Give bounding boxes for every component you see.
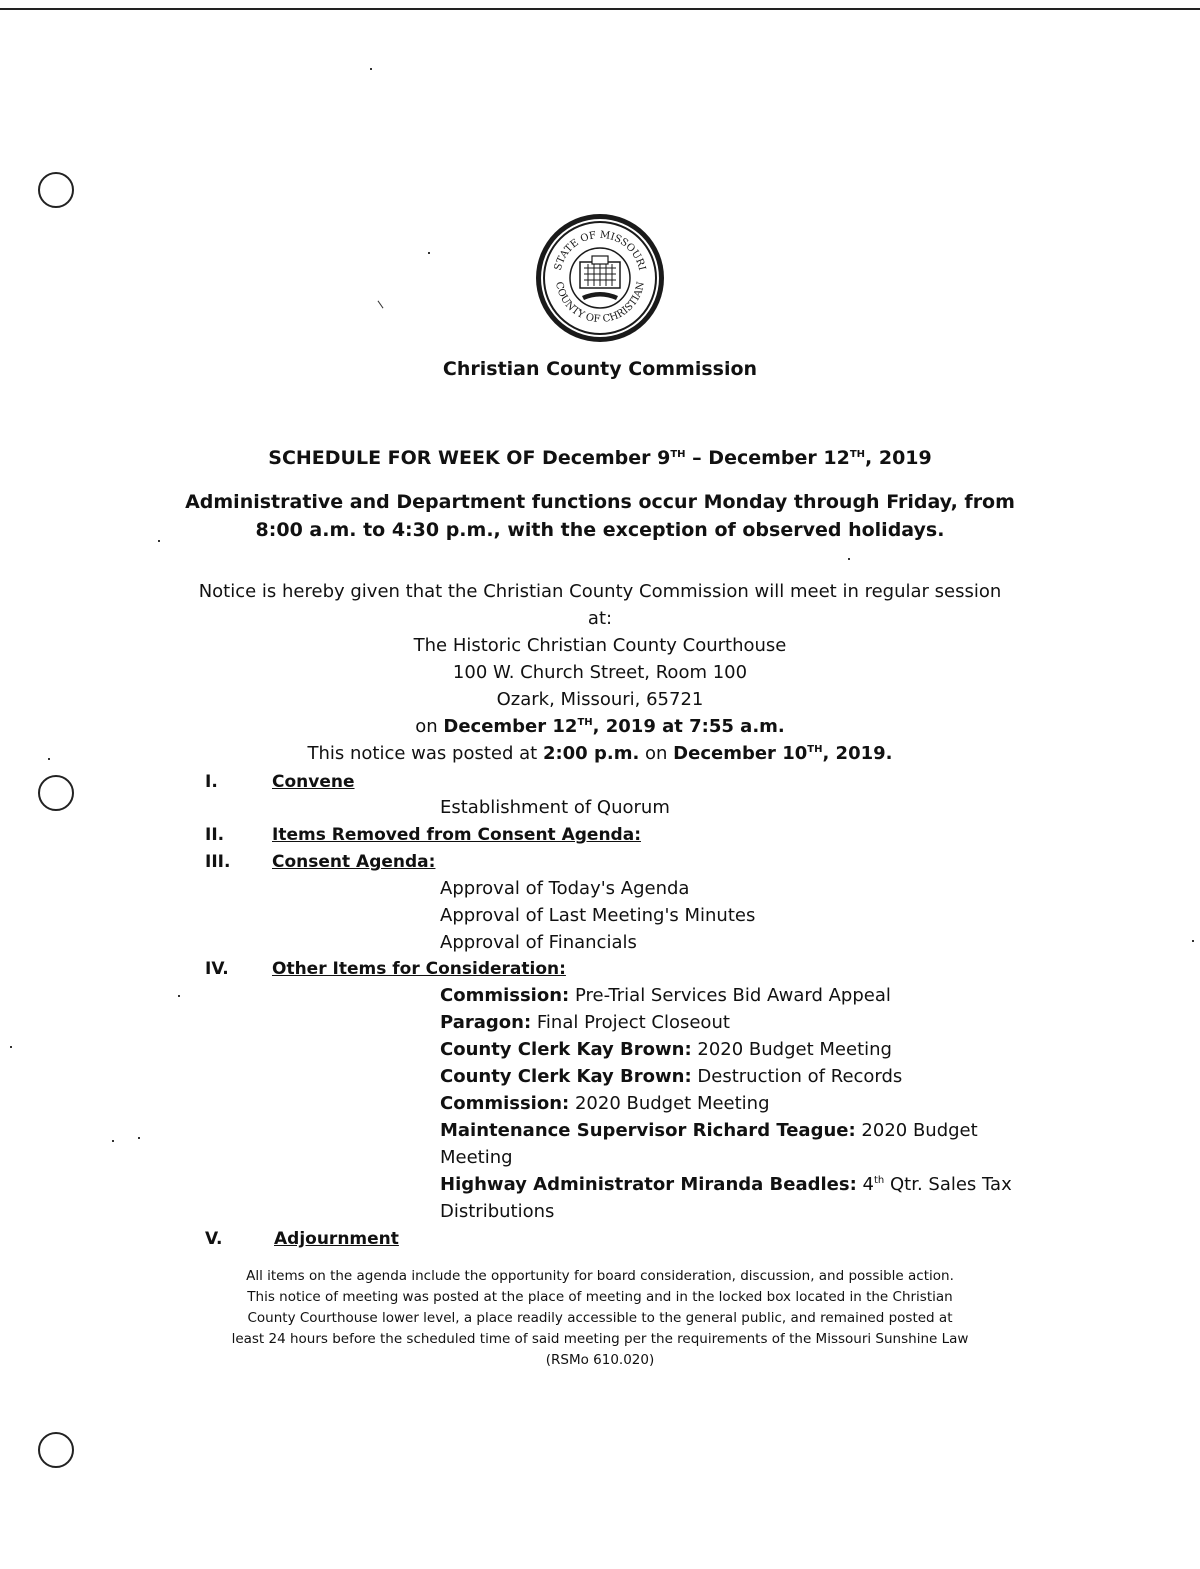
notice-at: at:: [587, 608, 613, 629]
agenda-item: Commission: 2020 Budget Meeting: [440, 1093, 770, 1114]
agenda-item: Approval of Last Meeting's Minutes: [440, 905, 756, 926]
agenda-item: County Clerk Kay Brown: 2020 Budget Meeting: [440, 1039, 892, 1060]
notice-block: [0, 578, 1200, 767]
agenda-item: Paragon: Final Project Closeout: [440, 1012, 730, 1033]
section-number: II.: [205, 825, 225, 845]
section-number: IV.: [205, 959, 229, 979]
agenda-item: Establishment of Quorum: [440, 797, 670, 818]
section-heading-other-items: Other Items for Consideration:: [272, 959, 566, 979]
notice-venue: The Historic Christian County Courthouse: [413, 635, 787, 656]
binder-hole-top: [38, 172, 74, 208]
agenda-item: County Clerk Kay Brown: Destruction of Records: [440, 1066, 903, 1087]
scan-speck: [378, 301, 384, 309]
binder-hole-bottom: [38, 1432, 74, 1468]
agenda-item: Maintenance Supervisor Richard Teague: 2020 Budget Meeting: [440, 1120, 978, 1168]
seal-top-text: STATE OF MISSOURI: [552, 229, 648, 272]
meeting-date: on December 12TH, 2019 at 7:55 a.m.: [415, 716, 785, 737]
scan-speck: [10, 1046, 12, 1048]
scan-speck: [848, 558, 850, 560]
scan-speck: [1192, 940, 1194, 942]
agenda-item: Approval of Financials: [440, 932, 637, 953]
admin-hours-notice: Administrative and Department functions occur Monday through Friday, from 8:00 a.m. to 4:30 p.m., with the exception of observed holidays.: [185, 491, 1015, 541]
section-number: V.: [205, 1229, 223, 1249]
notice-street: 100 W. Church Street, Room 100: [452, 662, 748, 683]
posted-notice: This notice was posted at 2:00 p.m. on December 10TH, 2019.: [307, 743, 893, 764]
footer-sunshine-notice: All items on the agenda include the opportunity for board consideration, discussion, and possible action. This notice of meeting was posted at the place of meeting and in the locked box located in the Christian County Courthouse lower level, a place readily accessible to the general public, and remained posted at least 24 hours before the scheduled time of said meeting per the requirements of the Missouri Sunshine Law (RSMo 610.020): [231, 1268, 969, 1368]
section-heading-items-removed: Items Removed from Consent Agenda:: [272, 825, 641, 845]
agenda-item: Approval of Today's Agenda: [440, 878, 690, 899]
scan-speck: [178, 995, 180, 997]
agenda-item: Highway Administrator Miranda Beadles: 4th Qtr. Sales Tax Distributions: [440, 1174, 1012, 1222]
section-heading-convene: Convene: [272, 772, 355, 792]
seal-bottom-text: COUNTY OF CHRISTIAN: [553, 280, 647, 326]
scan-speck: [370, 68, 372, 70]
binder-hole-middle: [38, 775, 74, 811]
county-seal: [534, 212, 666, 344]
scan-speck: [112, 1140, 114, 1142]
agenda-item: Commission: Pre-Trial Services Bid Award Appeal: [440, 985, 891, 1006]
notice-intro: Notice is hereby given that the Christian County Commission will meet in regular session: [198, 581, 1002, 602]
schedule-heading: SCHEDULE FOR WEEK OF December 9TH – December 12TH, 2019: [268, 447, 932, 469]
page-top-border: [0, 8, 1200, 10]
section-heading-adjournment: Adjournment: [274, 1229, 399, 1249]
notice-city: Ozark, Missouri, 65721: [496, 689, 704, 710]
section-number: I.: [205, 772, 218, 792]
organization-title: Christian County Commission: [442, 358, 758, 380]
section-number: III.: [205, 852, 231, 872]
section-heading-consent-agenda: Consent Agenda:: [272, 852, 436, 872]
scan-speck: [138, 1137, 140, 1139]
scan-speck: [428, 252, 430, 254]
